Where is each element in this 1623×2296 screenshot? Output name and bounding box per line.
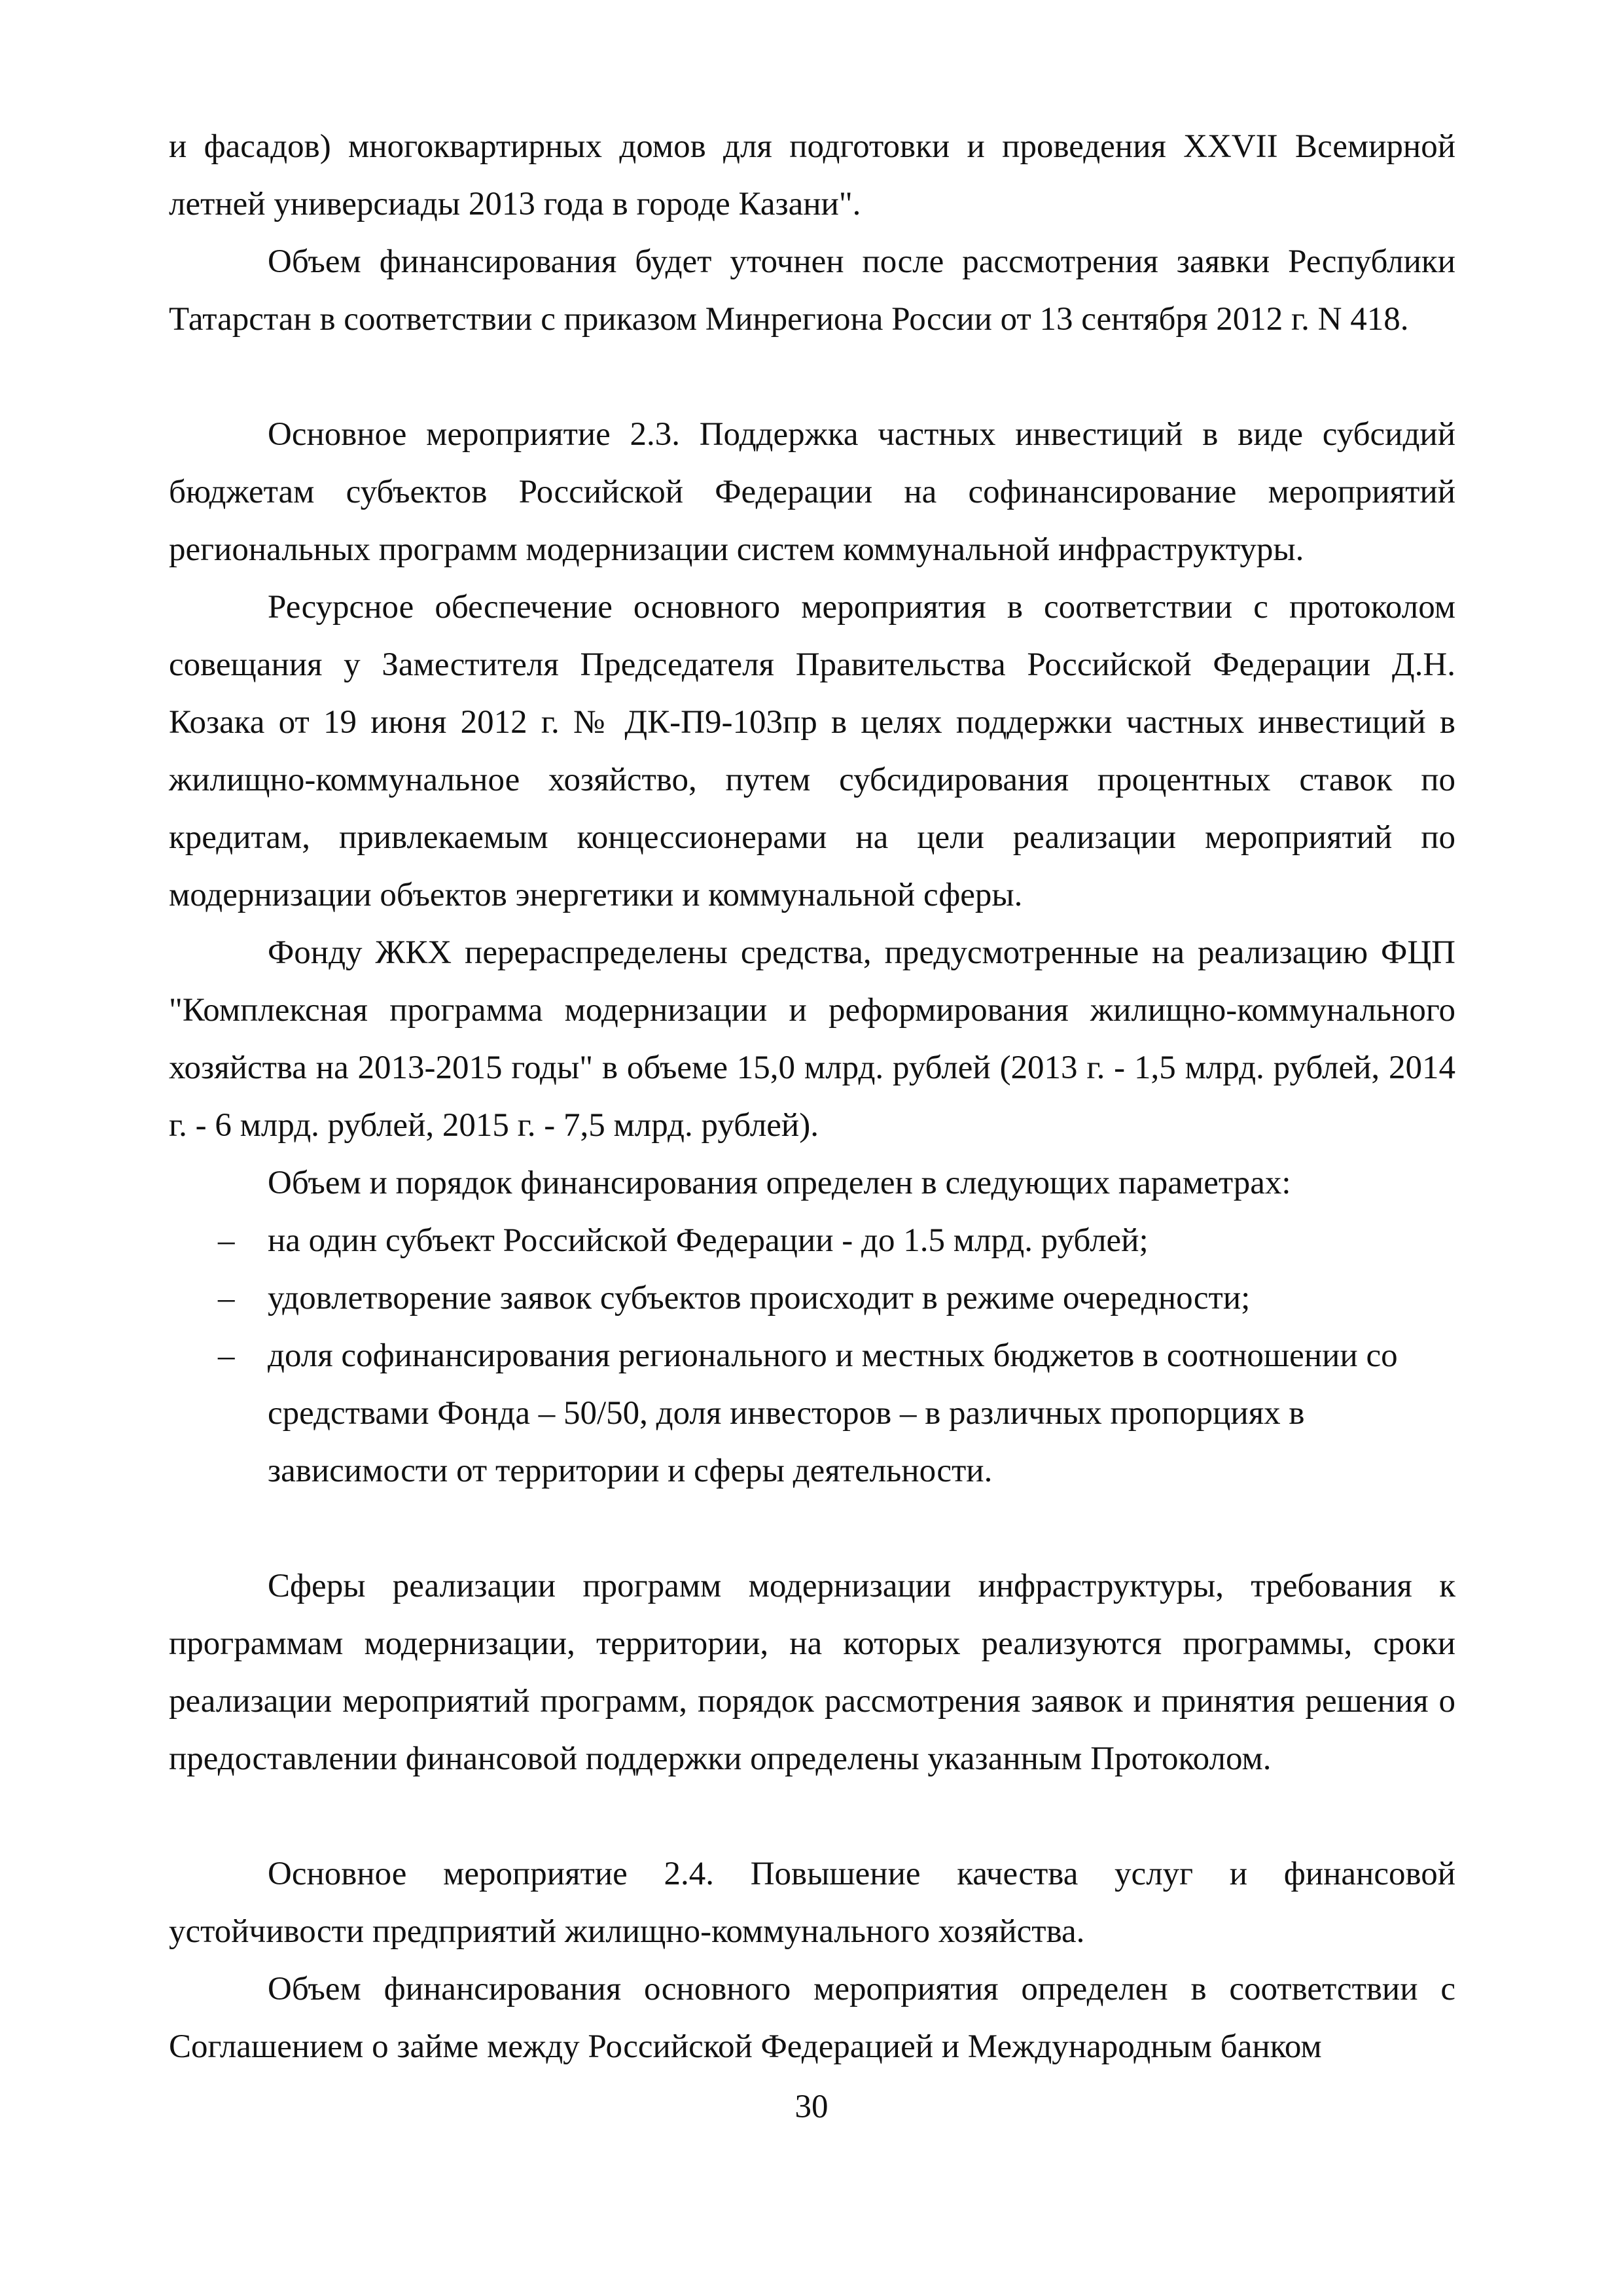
page-number: 30: [794, 2089, 829, 2125]
paragraph-measure-2-4-heading: Основное мероприятие 2.4. Повышение качества услуг и финансовой устойчивости предприятий жилищно-коммунального хозяйства.: [169, 1856, 1455, 1950]
paragraph-financing-parameters: Объем и порядок финансирования определен в следующих параметрах:: [268, 1165, 1291, 1201]
paragraph-modernization-scope: Сферы реализации программ модернизации инфраструктуры, требования к программам модернизации, территории, на которых реализуются программы, сроки реализации мероприятий программ, порядок рассмотрения заявок и принятия решения о предоставлении финансовой поддержки определены указанным Протоколом.: [169, 1568, 1455, 1777]
list-item: [169, 1327, 1455, 1500]
paragraph-financing-tatarstan: Объем финансирования будет уточнен после рассмотрения заявки Республики Татарстан в соответствии с приказом Минрегиона России от 13 сентября 2012 г. N 418.: [169, 243, 1455, 338]
dash-marker: –: [218, 1222, 235, 1259]
paragraph-loan-agreement: Объем финансирования основного мероприятия определен в соответствии с Соглашением о займе между Российской Федерацией и Международным банком: [169, 1971, 1455, 2065]
dash-marker: –: [218, 1337, 235, 1374]
list-item: [169, 1212, 1455, 1269]
paragraph-fund-redistribution: Фонду ЖКХ перераспределены средства, предусмотренные на реализацию ФЦП "Комплексная программа модернизации и реформирования жилищно-коммунального хозяйства на 2013-2015 годы" в объеме 15,0 млрд. рублей (2013 г. - 1,5 млрд. рублей, 2014 г. - 6 млрд. рублей, 2015 г. - 7,5 млрд. рублей).: [169, 934, 1455, 1144]
paragraph-resource-provision: Ресурсное обеспечение основного мероприятия в соответствии с протоколом совещания у Заместителя Председателя Правительства Российской Федерации Д.Н. Козака от 19 июня 2012 г. № ДК-П9-103пр в целях поддержки частных инвестиций в жилищно-коммунальное хозяйство, путем субсидирования процентных ставок по кредитам, привлекаемым концессионерами на цели реализации мероприятий по модернизации объектов энергетики и коммунальной сферы.: [169, 589, 1455, 913]
list-item-text: на один субъект Российской Федерации - до 1.5 млрд. рублей;: [268, 1222, 1149, 1259]
paragraph-facades-continuation: и фасадов) многоквартирных домов для подготовки и проведения XXVII Всемирной летней универсиады 2013 года в городе Казани".: [169, 128, 1455, 222]
page-body: [169, 118, 1455, 2075]
list-item-text: доля софинансирования регионального и местных бюджетов в соотношении со средствами Фонда – 50/50, доля инвесторов – в различных пропорциях в зависимости от территории и сферы деятельности.: [268, 1337, 1398, 1489]
list-item-text: удовлетворение заявок субъектов происходит в режиме очередности;: [268, 1280, 1251, 1316]
list-item: [169, 1269, 1455, 1327]
financing-parameters-list: [169, 1212, 1455, 1500]
paragraph-measure-2-3-heading: Основное мероприятие 2.3. Поддержка частных инвестиций в виде субсидий бюджетам субъектов Российской Федерации на софинансирование мероприятий региональных программ модернизации систем коммунальной инфраструктуры.: [169, 416, 1455, 568]
dash-marker: –: [218, 1280, 235, 1316]
